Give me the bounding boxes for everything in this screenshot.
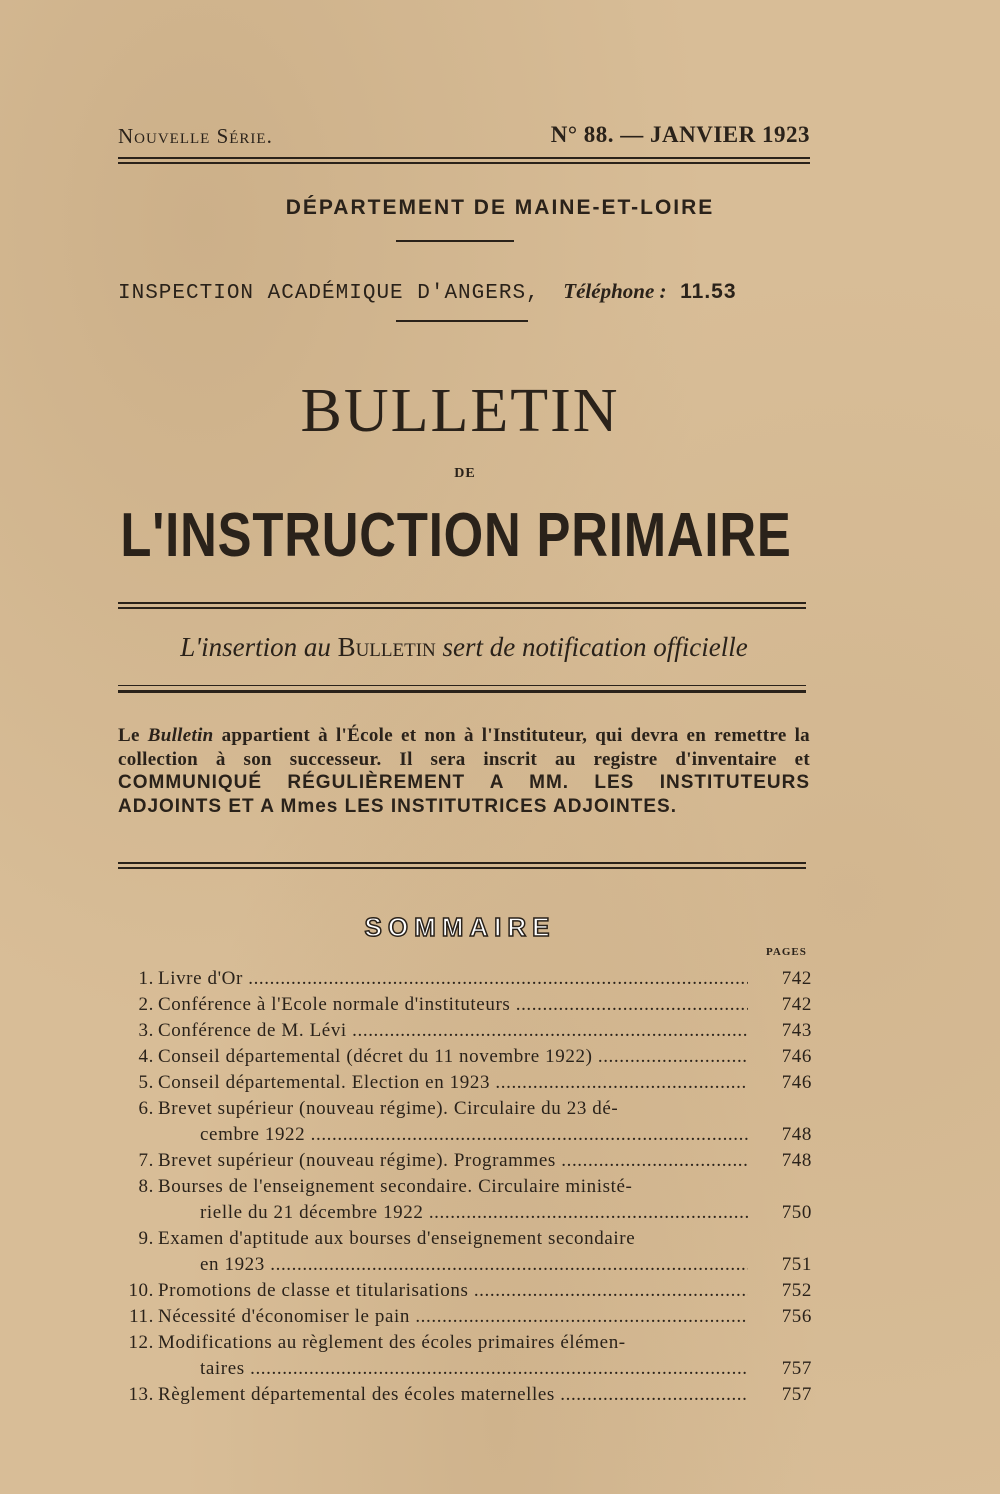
toc-item-title: Examen d'aptitude aux bourses d'enseignement secondaire	[158, 1228, 636, 1249]
toc-item-title: cembre 1922 .....	[200, 1122, 748, 1148]
toc-item-number: 7.	[138, 1150, 154, 1171]
toc-item-title: taires .....	[200, 1356, 748, 1382]
toc-row	[116, 992, 812, 1018]
title-de: DE	[454, 466, 476, 481]
notice-part1: Le	[118, 725, 140, 746]
toc-item-number: 9.	[138, 1228, 154, 1249]
toc-item-title: Conférence à l'Ecole normale d'instituteurs .....	[158, 992, 748, 1018]
toc-item-page: 748	[781, 1150, 812, 1171]
toc-row	[116, 966, 812, 992]
toc-item-title: Livre d'Or .....	[158, 966, 748, 992]
toc-item-page: 752	[781, 1280, 812, 1301]
telephone-label: Téléphone :	[563, 279, 667, 303]
toc-item-page: 746	[781, 1046, 812, 1067]
toc-item-title: Règlement départemental des écoles maternelles .....	[158, 1382, 748, 1408]
toc-item-number: 11.	[129, 1306, 154, 1327]
inspection-text: INSPECTION ACADÉMIQUE D'ANGERS,	[118, 282, 540, 305]
toc-item-title: Conseil départemental (décret du 11 novembre 1922) .....	[158, 1044, 748, 1070]
notification-before: L'insertion au	[180, 632, 331, 662]
toc-row	[116, 1278, 812, 1304]
notice-double-rule	[118, 862, 806, 869]
header-double-rule	[118, 157, 810, 164]
toc-item-page: 743	[781, 1020, 812, 1041]
toc-item-title: rielle du 21 décembre 1922 .....	[200, 1200, 748, 1226]
notice-caps: COMMUNIQUÉ RÉGULIÈREMENT A MM. LES INSTITUTEURS ADJOINTS ET A Mmes LES INSTITUTRICES ADJOINTES.	[118, 772, 810, 817]
toc-item-title: Nécessité d'économiser le pain .....	[158, 1304, 748, 1330]
notification-line	[118, 632, 810, 663]
toc-item-number: 10.	[128, 1280, 154, 1301]
toc-item-title: Brevet supérieur (nouveau régime). Circulaire du 23 dé-	[158, 1098, 619, 1119]
toc-item-page: 742	[781, 994, 812, 1015]
toc-item-page: 756	[781, 1306, 812, 1327]
telephone-number: 11.53	[680, 280, 737, 303]
sommaire-heading: SOMMAIRE	[364, 912, 556, 942]
toc-row	[116, 1174, 812, 1200]
toc-item-title: Conseil départemental. Election en 1923 .....	[158, 1070, 748, 1096]
toc-item-page: 748	[781, 1124, 812, 1145]
toc-item-number: 3.	[138, 1020, 154, 1041]
toc-item-title: Promotions de classe et titularisations .....	[158, 1278, 748, 1304]
toc-row	[116, 1070, 812, 1096]
toc-item-title: Brevet supérieur (nouveau régime). Programmes .....	[158, 1148, 748, 1174]
notice-part2: appartient à l'École et non à l'Instituteur, qui devra en remettre la collection à son successeur. Il sera inscrit au registre d'inventaire et	[118, 725, 810, 770]
toc-row	[116, 1018, 812, 1044]
toc-row	[116, 1252, 812, 1278]
title-main: L'INSTRUCTION PRIMAIRE	[120, 501, 792, 570]
toc-item-number: 2.	[138, 994, 154, 1015]
toc-row	[116, 1304, 812, 1330]
toc-item-title: Bourses de l'enseignement secondaire. Circulaire ministé-	[158, 1176, 633, 1197]
title-bulletin: BULLETIN	[300, 377, 620, 445]
series-label: Nouvelle Série.	[118, 124, 273, 148]
notification-after: sert de notification officielle	[442, 632, 748, 662]
short-rule	[396, 320, 528, 322]
toc-row	[116, 1356, 812, 1382]
notice-bulletin-word: Bulletin	[147, 725, 214, 746]
pages-column-label: PAGES	[766, 946, 807, 958]
toc-item-number: 6.	[138, 1098, 154, 1119]
toc-item-title: Conférence de M. Lévi .....	[158, 1018, 748, 1044]
toc-item-page: 757	[781, 1384, 812, 1405]
toc-item-title: en 1923 .....	[200, 1252, 748, 1278]
toc-row	[116, 1200, 812, 1226]
toc-row	[116, 1226, 812, 1252]
toc-item-page: 757	[781, 1358, 812, 1379]
notification-bulletin: Bulletin	[337, 632, 436, 662]
notification-rule	[118, 685, 806, 693]
department-heading: DÉPARTEMENT DE MAINE-ET-LOIRE	[285, 196, 715, 219]
toc-item-number: 5.	[138, 1072, 154, 1093]
issue-label: N° 88. — JANVIER 1923	[550, 122, 810, 147]
toc-row	[116, 1044, 812, 1070]
toc-item-page: 746	[781, 1072, 812, 1093]
toc-row	[116, 1382, 812, 1408]
table-of-contents	[116, 966, 812, 1408]
toc-item-number: 8.	[138, 1176, 154, 1197]
toc-item-number: 13.	[128, 1384, 154, 1405]
toc-item-title: Modifications au règlement des écoles primaires élémen-	[158, 1332, 626, 1353]
toc-item-page: 742	[781, 968, 812, 989]
toc-item-number: 1.	[138, 968, 154, 989]
short-rule	[396, 240, 514, 242]
title-double-rule	[118, 602, 806, 609]
toc-row	[116, 1330, 812, 1356]
toc-item-page: 751	[781, 1254, 812, 1275]
toc-row	[116, 1122, 812, 1148]
toc-row	[116, 1148, 812, 1174]
notice-paragraph	[118, 724, 810, 818]
toc-item-number: 4.	[138, 1046, 154, 1067]
toc-item-number: 12.	[128, 1332, 154, 1353]
inspection-line	[118, 279, 737, 305]
toc-item-page: 750	[781, 1202, 812, 1223]
toc-row	[116, 1096, 812, 1122]
